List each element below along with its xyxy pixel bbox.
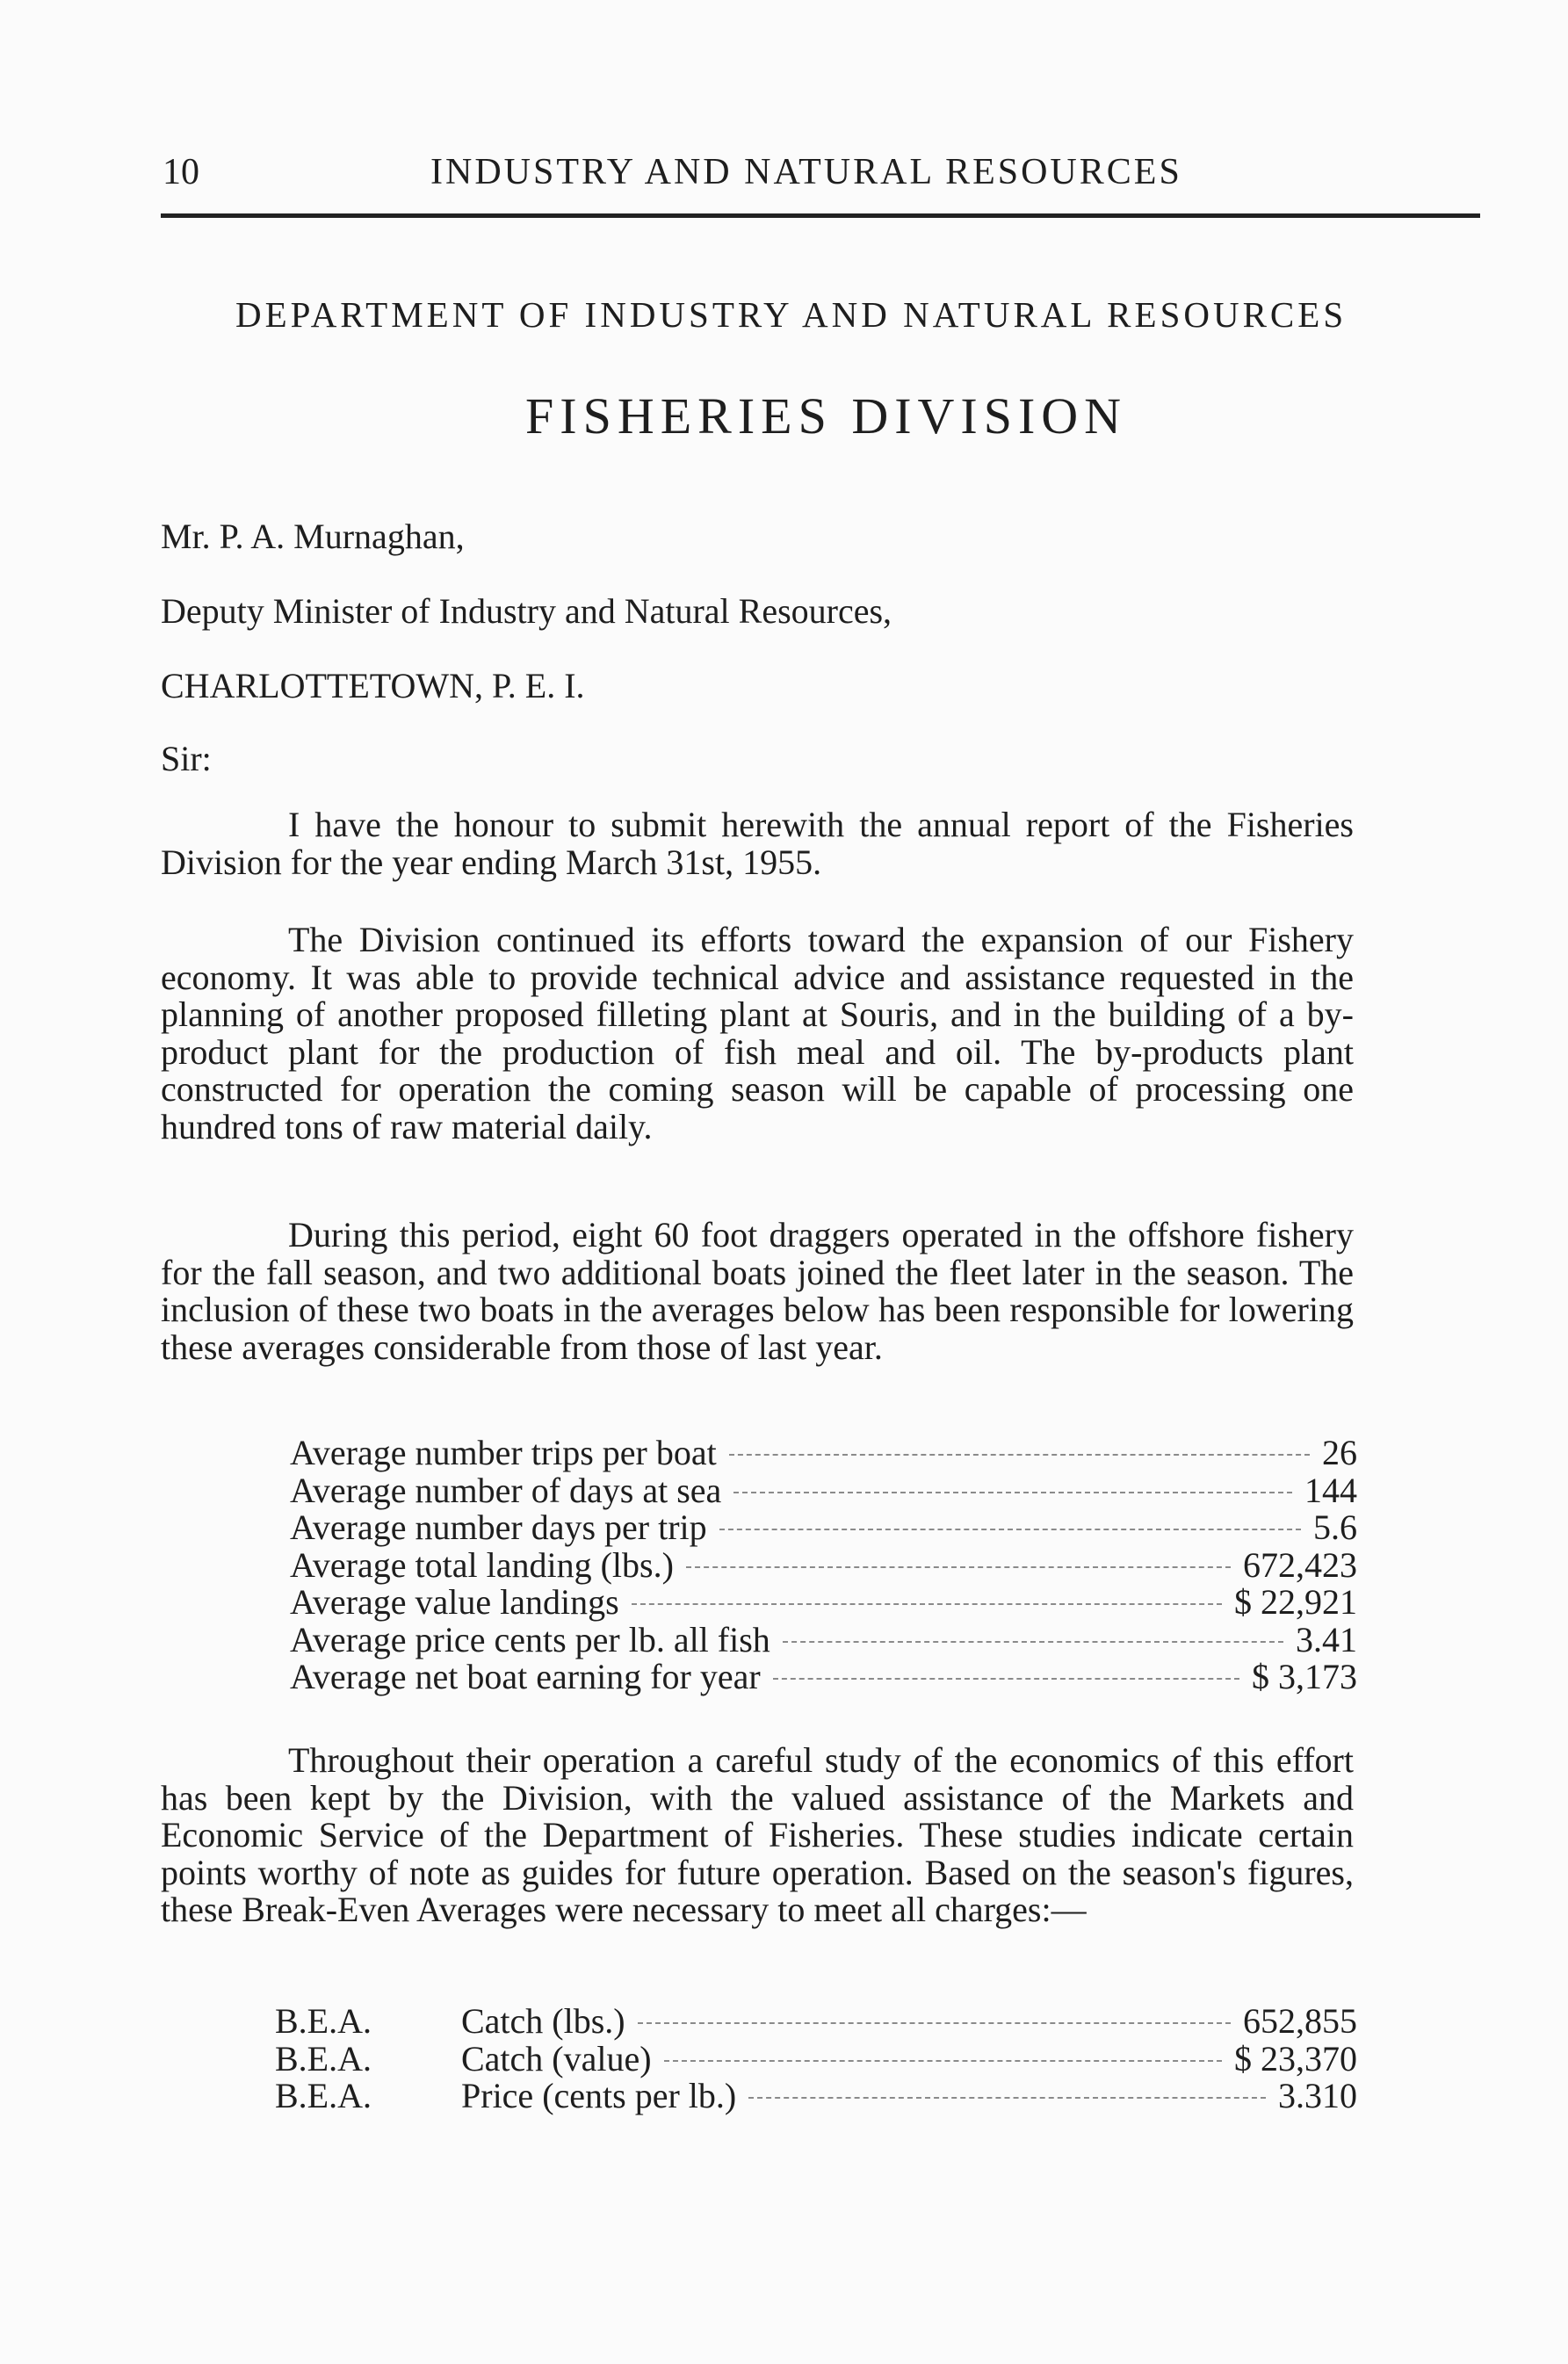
average-value: 26 [1322,1433,1357,1472]
average-value: 672,423 [1243,1544,1357,1585]
salutation: Sir: [161,739,212,778]
division-title: FISHERIES DIVISION [525,387,1128,445]
average-row [290,1659,1357,1696]
leader-dots [748,2097,1266,2099]
leader-dots [773,1678,1239,1680]
average-label: Average number trips per boat [290,1433,717,1472]
average-row [290,1544,1357,1585]
leader-dots [783,1641,1283,1643]
average-value: $ 22,921 [1234,1582,1357,1622]
break-even-prefix: B.E.A. [275,2076,372,2115]
average-row [290,1472,1357,1510]
average-value: 5.6 [1313,1507,1357,1547]
break-even-label: Price (cents per lb.) [461,2076,737,2115]
averages-table [290,1435,1357,1696]
leader-dots [664,2060,1222,2062]
break-even-prefix: B.E.A. [275,2001,372,2041]
average-label: Average number of days at sea [290,1470,722,1510]
average-value: 144 [1304,1470,1357,1510]
average-label: Average price cents per lb. all fish [290,1619,770,1659]
average-row [290,1435,1357,1472]
average-label: Average value landings [290,1582,619,1622]
leader-dots [632,1603,1222,1605]
break-even-label: Catch (value) [461,2038,652,2078]
paragraph-division-efforts: The Division continued its efforts toward the expansion of our Fishery economy. It was able to provide technical advice and assistance requested in the planning of another proposed filleting plant at Souris, and in the building of a by-product plant for the production of fish meal and oil. The by-products plant constructed for operation the coming season will be capable of processing one hundred tons of raw material daily. [161,920,1354,1146]
page-number: 10 [163,152,199,192]
break-even-row [275,2078,1357,2115]
average-row [290,1509,1357,1547]
break-even-value: 3.310 [1278,2076,1357,2115]
break-even-table [275,2003,1357,2115]
paragraph-economics-study: Throughout their operation a careful study of the economics of this effort has been kept by the Division, with the valued assistance of the Markets and Economic Service of the Department of Fisheries. These studies indicate certain points worthy of note as guides for future operation. Based on the season's figures, these Break-Even Averages were necessary to meet all charges:— [161,1740,1354,1929]
addressee-name: Mr. P. A. Murnaghan, [161,517,465,556]
average-row [290,1584,1357,1622]
average-label: Average net boat earning for year [290,1657,761,1696]
paragraph-intro: I have the honour to submit herewith the annual report of the Fisheries Division for the year ending March 31st, 1955. [161,805,1354,882]
break-even-row [275,2038,1357,2078]
break-even-row [275,2003,1357,2041]
addressee-position: Deputy Minister of Industry and Natural Resources, [161,591,892,631]
average-row [290,1619,1357,1659]
paragraph-draggers: During this period, eight 60 foot draggers operated in the offshore fishery for the fall season, and two additional boats joined the fleet later in the season. The inclusion of these two boats in the averages below has been responsible for lowering these averages considerable from those of last year. [161,1215,1354,1367]
average-value: $ 3,173 [1252,1657,1357,1696]
break-even-prefix: B.E.A. [275,2038,372,2078]
leader-dots [638,2022,1231,2024]
leader-dots [729,1454,1310,1456]
average-label: Average number days per trip [290,1507,707,1547]
break-even-label: Catch (lbs.) [461,2001,625,2041]
header-rule [161,213,1480,218]
department-title: DEPARTMENT OF INDUSTRY AND NATURAL RESOURCES [235,294,1348,335]
leader-dots [733,1492,1292,1493]
average-label: Average total landing (lbs.) [290,1544,674,1585]
break-even-value: $ 23,370 [1234,2038,1357,2078]
leader-dots [686,1566,1231,1568]
leader-dots [719,1529,1301,1530]
running-head: INDUSTRY AND NATURAL RESOURCES [430,152,1182,192]
average-value: 3.41 [1296,1619,1357,1659]
break-even-value: 652,855 [1243,2001,1357,2041]
addressee-city: CHARLOTTETOWN, P. E. I. [161,666,585,705]
